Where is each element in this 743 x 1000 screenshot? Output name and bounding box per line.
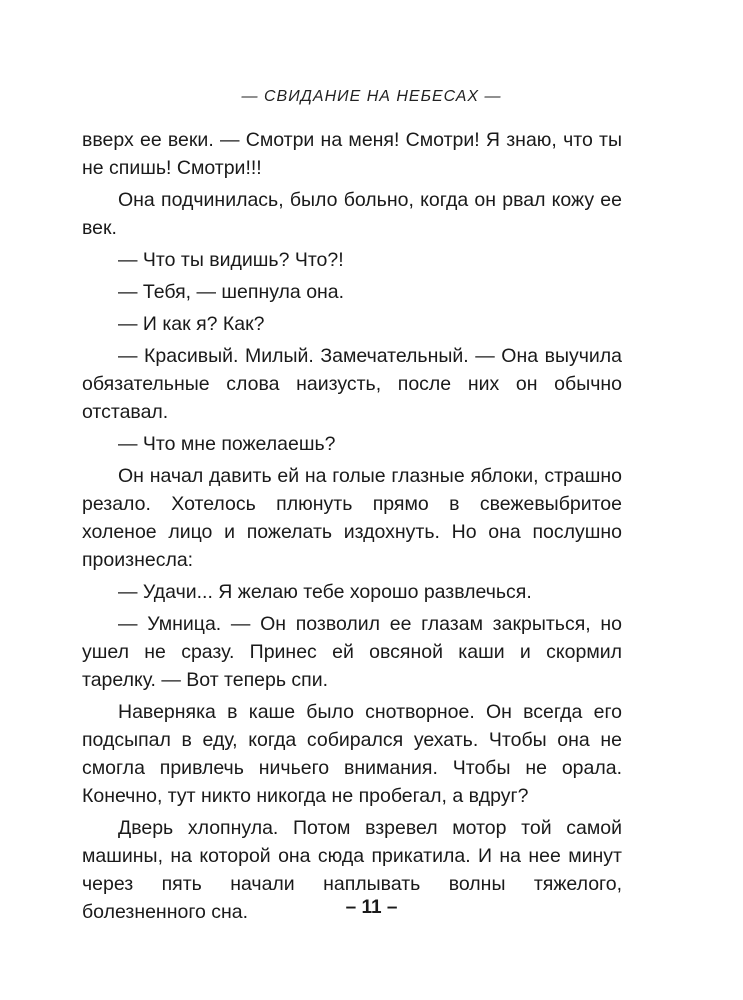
paragraph: — И как я? Как? [118,313,265,335]
paragraph: Дверь хлопнула. Потом взревел мотор той самой машины, на которой она сюда прикатила. И на нее минут через пять начали наплывать волны тяжелого, болезненного сна. [82,817,622,923]
paragraph: вверх ее веки. — Смотри на меня! Смотри! Я знаю, что ты не спишь! Смотри!!! [82,129,622,179]
paragraph: Она подчинилась, было больно, когда он рвал кожу ее век. [82,189,622,239]
paragraph: Он начал давить ей на голые глазные яблоки, страшно резало. Хотелось плюнуть прямо в свежевыбритое холеное лицо и пожелать издохнуть. Но она послушно произнесла: [82,465,622,571]
paragraph: — Что мне пожелаешь? [118,433,336,455]
paragraph: — Красивый. Милый. Замечательный. — Она выучила обязательные слова наизусть, после них он обычно отставал. [82,345,622,423]
body-text [82,126,622,930]
page-number: – 11 – [345,897,398,918]
running-header: — СВИДАНИЕ НА НЕБЕСАХ — [241,88,502,105]
paragraph: — Удачи... Я желаю тебе хорошо развлечься. [118,581,532,603]
paragraph: Наверняка в каше было снотворное. Он всегда его подсыпал в еду, когда собирался уехать. Чтобы она не смогла привлечь ничьего внимания. Чтобы не орала. Конечно, тут никто никогда не пробегал, а вдруг? [82,701,622,807]
paragraph: — Тебя, — шепнула она. [118,281,345,303]
paragraph: — Что ты видишь? Что?! [118,249,344,271]
paragraph: — Умница. — Он позволил ее глазам закрыться, но ушел не сразу. Принес ей овсяной каши и скормил тарелку. — Вот теперь спи. [82,613,622,691]
